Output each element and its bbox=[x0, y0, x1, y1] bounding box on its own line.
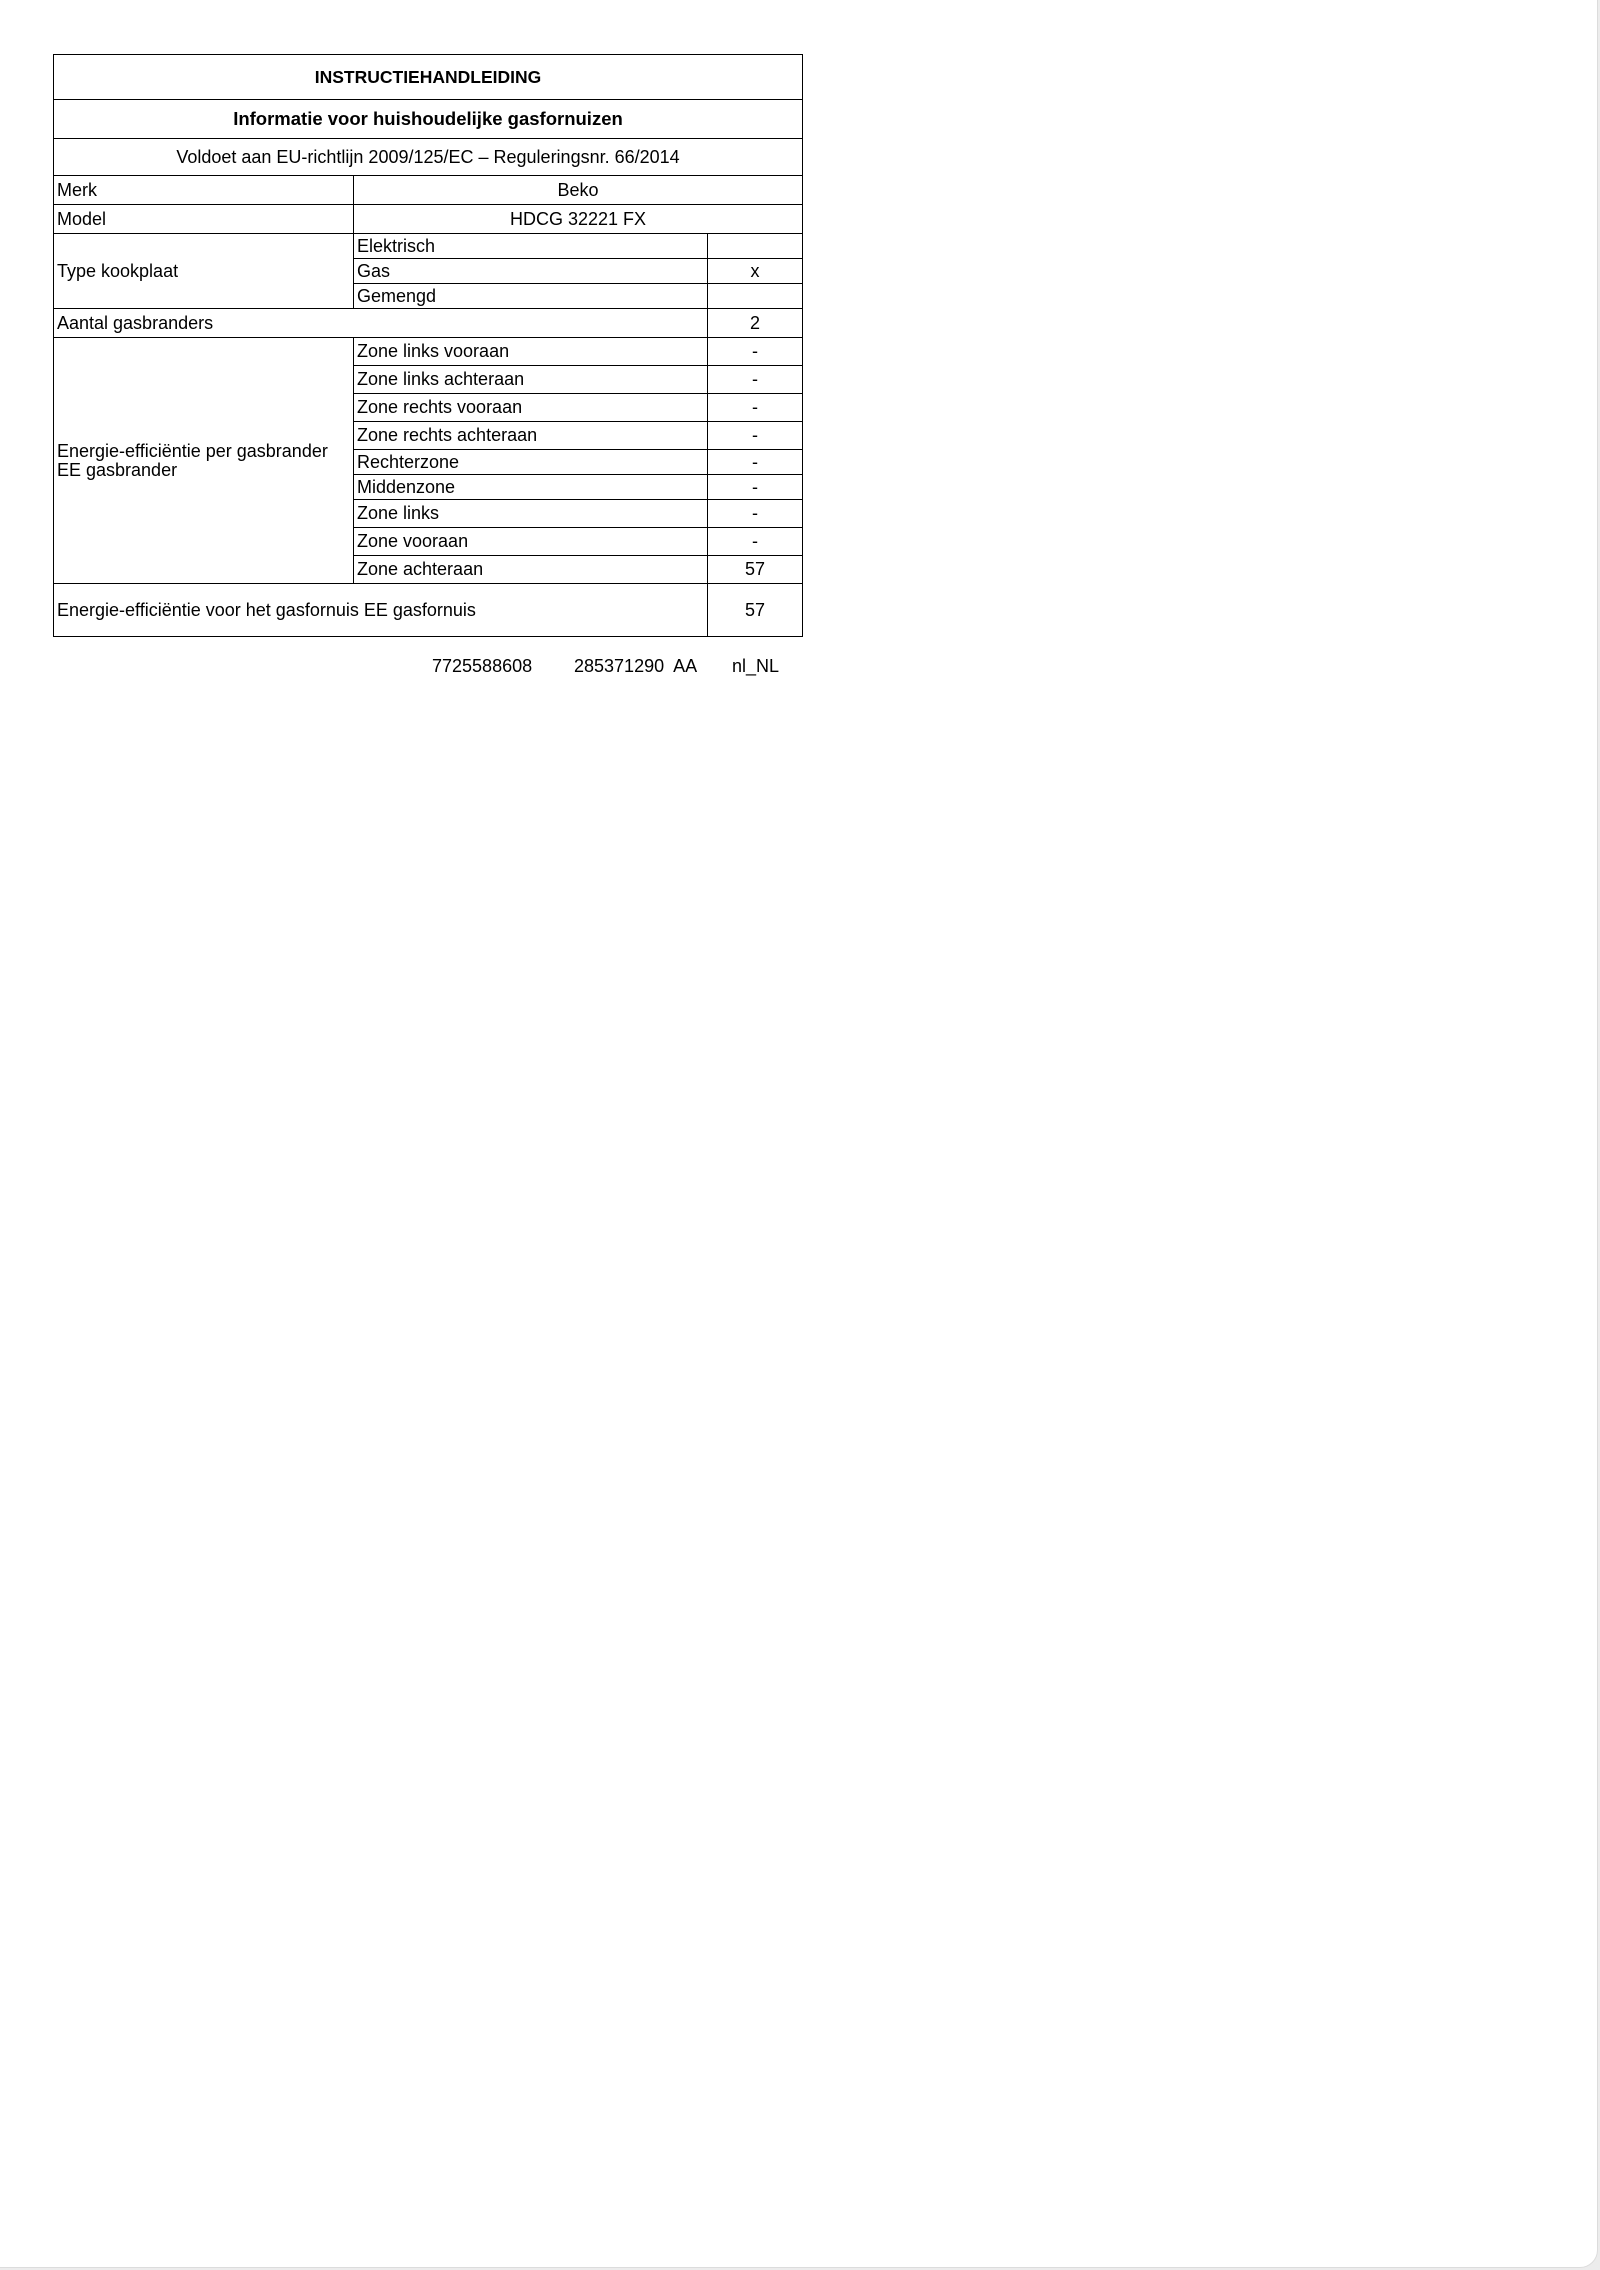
efficiency-per-burner-line1: Energie-efficiëntie per gasbrander bbox=[57, 440, 328, 461]
efficiency-per-burner-line2: EE gasbrander bbox=[57, 459, 178, 480]
hob-type-option-value bbox=[708, 284, 803, 309]
efficiency-per-burner-label bbox=[54, 338, 354, 584]
brand-label: Merk bbox=[54, 176, 354, 205]
hob-type-option-value: x bbox=[708, 259, 803, 284]
zone-label: Zone rechts vooraan bbox=[354, 394, 708, 422]
hob-type-row bbox=[54, 234, 803, 259]
footer-code-1: 7725588608 bbox=[432, 656, 533, 676]
hob-type-option-label: Elektrisch bbox=[354, 234, 708, 259]
zone-label: Zone links vooraan bbox=[354, 338, 708, 366]
model-value: HDCG 32221 FX bbox=[354, 205, 803, 234]
zone-label: Zone achteraan bbox=[354, 556, 708, 584]
burner-count-row bbox=[54, 309, 803, 338]
zone-label: Rechterzone bbox=[354, 450, 708, 475]
total-efficiency-row bbox=[54, 584, 803, 637]
brand-value: Beko bbox=[354, 176, 803, 205]
burner-count-value: 2 bbox=[708, 309, 803, 338]
zone-row bbox=[54, 338, 803, 366]
total-efficiency-label: Energie-efficiëntie voor het gasfornuis EE gasfornuis bbox=[54, 584, 708, 637]
document-title: INSTRUCTIEHANDLEIDING bbox=[54, 55, 803, 100]
zone-value: - bbox=[708, 366, 803, 394]
hob-type-option-label: Gas bbox=[354, 259, 708, 284]
subtitle-row bbox=[54, 100, 803, 139]
compliance-row bbox=[54, 139, 803, 176]
zone-value: - bbox=[708, 394, 803, 422]
model-row bbox=[54, 205, 803, 234]
total-efficiency-value: 57 bbox=[708, 584, 803, 637]
zone-value: - bbox=[708, 422, 803, 450]
hob-type-option-value bbox=[708, 234, 803, 259]
zone-value: - bbox=[708, 500, 803, 528]
zone-label: Zone vooraan bbox=[354, 528, 708, 556]
document-subtitle: Informatie voor huishoudelijke gasfornuizen bbox=[54, 100, 803, 139]
zone-label: Zone links bbox=[354, 500, 708, 528]
hob-type-label: Type kookplaat bbox=[54, 234, 354, 309]
hob-type-option-label: Gemengd bbox=[354, 284, 708, 309]
compliance-text: Voldoet aan EU-richtlijn 2009/125/EC – Reguleringsnr. 66/2014 bbox=[54, 139, 803, 176]
zone-value: - bbox=[708, 338, 803, 366]
zone-label: Middenzone bbox=[354, 475, 708, 500]
title-row bbox=[54, 55, 803, 100]
model-label: Model bbox=[54, 205, 354, 234]
zone-label: Zone rechts achteraan bbox=[354, 422, 708, 450]
zone-value: - bbox=[708, 450, 803, 475]
product-info-table bbox=[53, 54, 803, 637]
zone-value: - bbox=[708, 528, 803, 556]
zone-value: - bbox=[708, 475, 803, 500]
burner-count-label: Aantal gasbranders bbox=[54, 309, 708, 338]
brand-row bbox=[54, 176, 803, 205]
footer-code-2: 285371290 AA bbox=[574, 656, 698, 676]
zone-value: 57 bbox=[708, 556, 803, 584]
zone-label: Zone links achteraan bbox=[354, 366, 708, 394]
footer-locale: nl_NL bbox=[732, 656, 780, 676]
